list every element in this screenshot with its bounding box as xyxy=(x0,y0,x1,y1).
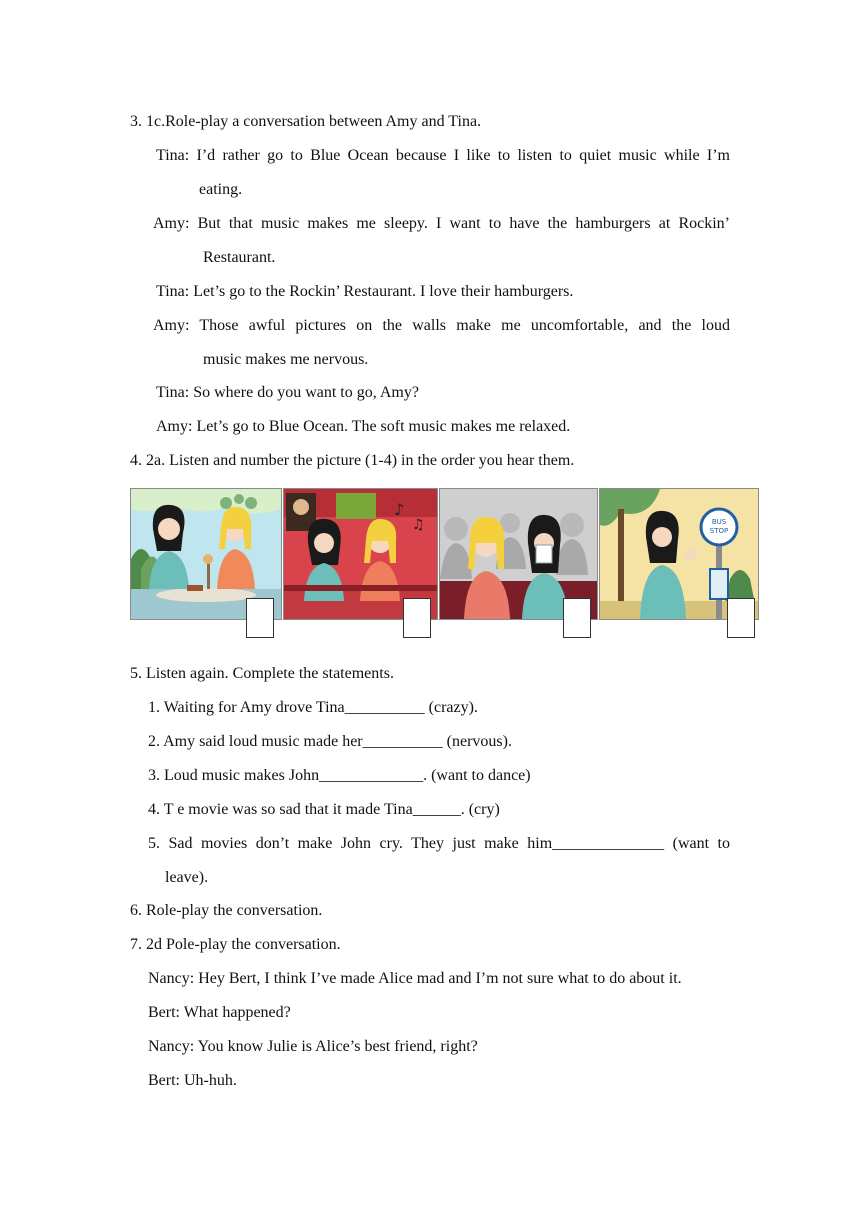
statement-item-continued: leave). xyxy=(165,869,209,886)
statement-item: 5. Sad movies don’t make John cry. They just make him______________ (want to xyxy=(148,835,730,852)
answer-box-1[interactable] xyxy=(246,598,274,638)
dialogue-line: Tina: I’d rather go to Blue Ocean because I like to listen to quiet music while I’m xyxy=(156,147,730,164)
section-5-heading: 5. Listen again. Complete the statements. xyxy=(130,665,394,682)
dialogue-line: Bert: Uh-huh. xyxy=(148,1072,237,1089)
dialogue-line: Restaurant. xyxy=(203,249,276,266)
bus-sign-line2: STOP xyxy=(709,527,729,535)
answer-box-4[interactable] xyxy=(727,598,755,638)
statement-item: 1. Waiting for Amy drove Tina__________ (crazy). xyxy=(148,699,478,716)
dialogue-line: eating. xyxy=(199,181,243,198)
dialogue-line: Tina: Let’s go to the Rockin’ Restaurant. I love their hamburgers. xyxy=(156,283,574,300)
statement-item: 3. Loud music makes John_____________. (want to dance) xyxy=(148,767,531,784)
dialogue-line: Tina: So where do you want to go, Amy? xyxy=(156,384,419,401)
section-7-heading: 7. 2d Pole-play the conversation. xyxy=(130,936,341,953)
dialogue-line: Bert: What happened? xyxy=(148,1004,291,1021)
dialogue-line: Amy: Let’s go to Blue Ocean. The soft music makes me relaxed. xyxy=(156,418,571,435)
svg-text:♪: ♪ xyxy=(394,500,405,519)
dialogue-line: Amy: Those awful pictures on the walls make me uncomfortable, and the loud xyxy=(153,317,730,334)
answer-box-2[interactable] xyxy=(403,598,431,638)
section-4-heading: 4. 2a. Listen and number the picture (1-4) in the order you hear them. xyxy=(130,452,575,469)
section-3-heading: 3. 1c.Role-play a conversation between Amy and Tina. xyxy=(130,113,482,130)
statement-item: 4. T e movie was so sad that it made Tina______. (cry) xyxy=(148,801,500,818)
dialogue-line: Nancy: You know Julie is Alice’s best friend, right? xyxy=(148,1038,478,1055)
statement-item: 2. Amy said loud music made her__________ (nervous). xyxy=(148,733,512,750)
dialogue-line: Nancy: Hey Bert, I think I’ve made Alice mad and I’m not sure what to do about it. xyxy=(148,970,682,987)
answer-box-3[interactable] xyxy=(563,598,591,638)
bus-sign-line1: BUS xyxy=(711,518,727,526)
section-6-heading: 6. Role-play the conversation. xyxy=(130,902,323,919)
dialogue-line: Amy: But that music makes me sleepy. I want to have the hamburgers at Rockin’ xyxy=(153,215,730,232)
dialogue-line: music makes me nervous. xyxy=(203,351,369,368)
svg-text:♫: ♫ xyxy=(412,517,425,533)
